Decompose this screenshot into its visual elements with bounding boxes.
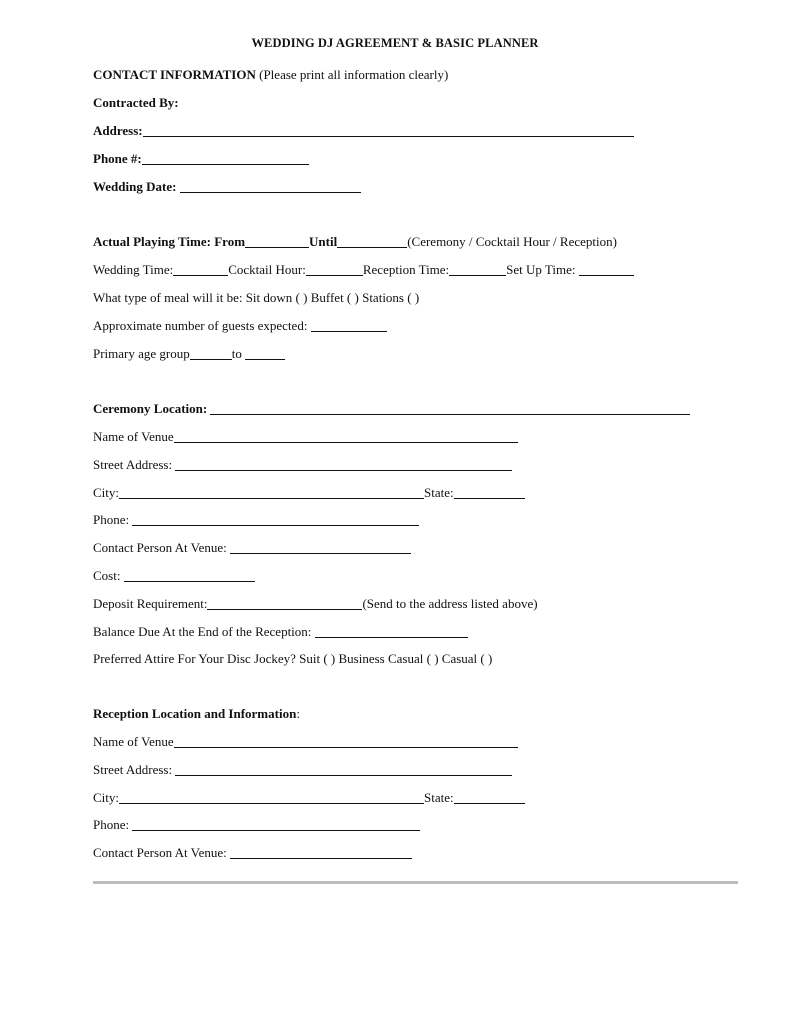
ceremony-state-label: State: [424,485,454,500]
ceremony-city-field[interactable] [119,486,424,499]
reception-street-label: Street Address: [93,762,176,777]
guests-label: Approximate number of guests expected: [93,318,311,333]
cost-row [93,568,255,584]
guests-field[interactable] [311,319,387,332]
wedding-time-label: Wedding Time: [93,262,174,277]
attire-question: Preferred Attire For Your Disc Jockey? Suit ( ) Business Casual ( ) Casual ( ) [93,651,493,666]
reception-phone-label: Phone: [93,817,133,832]
reception-heading-colon: : [296,706,300,721]
wedding-time-field[interactable] [173,263,228,276]
phone-label: Phone #: [93,151,142,166]
reception-time-field[interactable] [449,263,506,276]
setup-time-field[interactable] [579,263,634,276]
reception-phone-field[interactable] [132,818,420,831]
reception-phone-row [93,817,420,833]
contact-heading-row [93,67,448,83]
address-row [93,123,634,139]
playing-time-options: (Ceremony / Cocktail Hour / Reception) [407,234,617,249]
ceremony-phone-row [93,512,419,528]
ceremony-street-label: Street Address: [93,457,176,472]
contact-heading: CONTACT INFORMATION [93,67,256,82]
deposit-note: (Send to the address listed above) [362,596,538,611]
phone-field[interactable] [142,152,309,165]
ceremony-street-row [93,457,512,473]
contact-note: (Please print all information clearly) [255,67,449,82]
reception-state-field[interactable] [454,791,525,804]
reception-contact-field[interactable] [230,846,412,859]
reception-city-label: City: [93,790,120,805]
reception-city-row [93,790,525,806]
reception-state-label: State: [424,790,454,805]
balance-field[interactable] [315,625,468,638]
ceremony-street-field[interactable] [175,458,512,471]
reception-contact-label: Contact Person At Venue: [93,845,230,860]
playing-from-label: Actual Playing Time: From [93,234,246,249]
ceremony-contact-field[interactable] [230,541,411,554]
ceremony-venue-row [93,429,518,445]
age-from-field[interactable] [190,347,232,360]
age-to-field[interactable] [245,347,285,360]
age-to-label: to [231,346,246,361]
balance-row [93,624,468,640]
until-label: Until [309,234,338,249]
ceremony-venue-label: Name of Venue [93,429,174,444]
address-field[interactable] [143,124,634,137]
age-group-row [93,346,285,362]
cost-label: Cost: [93,568,124,583]
meal-question: What type of meal will it be: Sit down ( ) Buffet ( ) Stations ( ) [93,290,420,305]
playing-from-field[interactable] [245,235,309,248]
reception-venue-field[interactable] [174,735,518,748]
reception-heading-row [93,706,300,722]
footer-divider [93,881,738,884]
ceremony-heading: Ceremony Location: [93,401,211,416]
deposit-field[interactable] [207,597,362,610]
times-row [93,262,634,278]
wedding-date-field[interactable] [180,180,361,193]
ceremony-phone-label: Phone: [93,512,133,527]
setup-time-label: Set Up Time: [506,262,579,277]
cocktail-hour-field[interactable] [306,263,363,276]
playing-time-row [93,234,617,250]
ceremony-contact-row [93,540,411,556]
deposit-row [93,596,538,612]
ceremony-location-field[interactable] [210,402,690,415]
address-label: Address: [93,123,143,138]
deposit-label: Deposit Requirement: [93,596,208,611]
ceremony-state-field[interactable] [454,486,525,499]
balance-label: Balance Due At the End of the Reception: [93,624,315,639]
reception-venue-row [93,734,518,750]
reception-contact-row [93,845,412,861]
wedding-date-label: Wedding Date: [93,179,180,194]
guests-row [93,318,387,334]
contracted-by-label: Contracted By: [93,95,179,110]
reception-time-label: Reception Time: [362,262,450,277]
age-group-label: Primary age group [93,346,190,361]
ceremony-city-label: City: [93,485,120,500]
document-title: WEDDING DJ AGREEMENT & BASIC PLANNER [251,36,539,50]
ceremony-location-row [93,401,690,417]
until-field[interactable] [337,235,407,248]
phone-row [93,151,309,167]
cocktail-hour-label: Cocktail Hour: [228,262,306,277]
reception-street-field[interactable] [175,763,512,776]
cost-field[interactable] [124,569,255,582]
reception-city-field[interactable] [119,791,424,804]
ceremony-contact-label: Contact Person At Venue: [93,540,230,555]
ceremony-phone-field[interactable] [132,513,419,526]
reception-venue-label: Name of Venue [93,734,174,749]
reception-street-row [93,762,512,778]
ceremony-venue-field[interactable] [174,430,518,443]
ceremony-city-row [93,485,525,501]
reception-heading: Reception Location and Information [93,706,297,721]
wedding-date-row [93,179,361,195]
